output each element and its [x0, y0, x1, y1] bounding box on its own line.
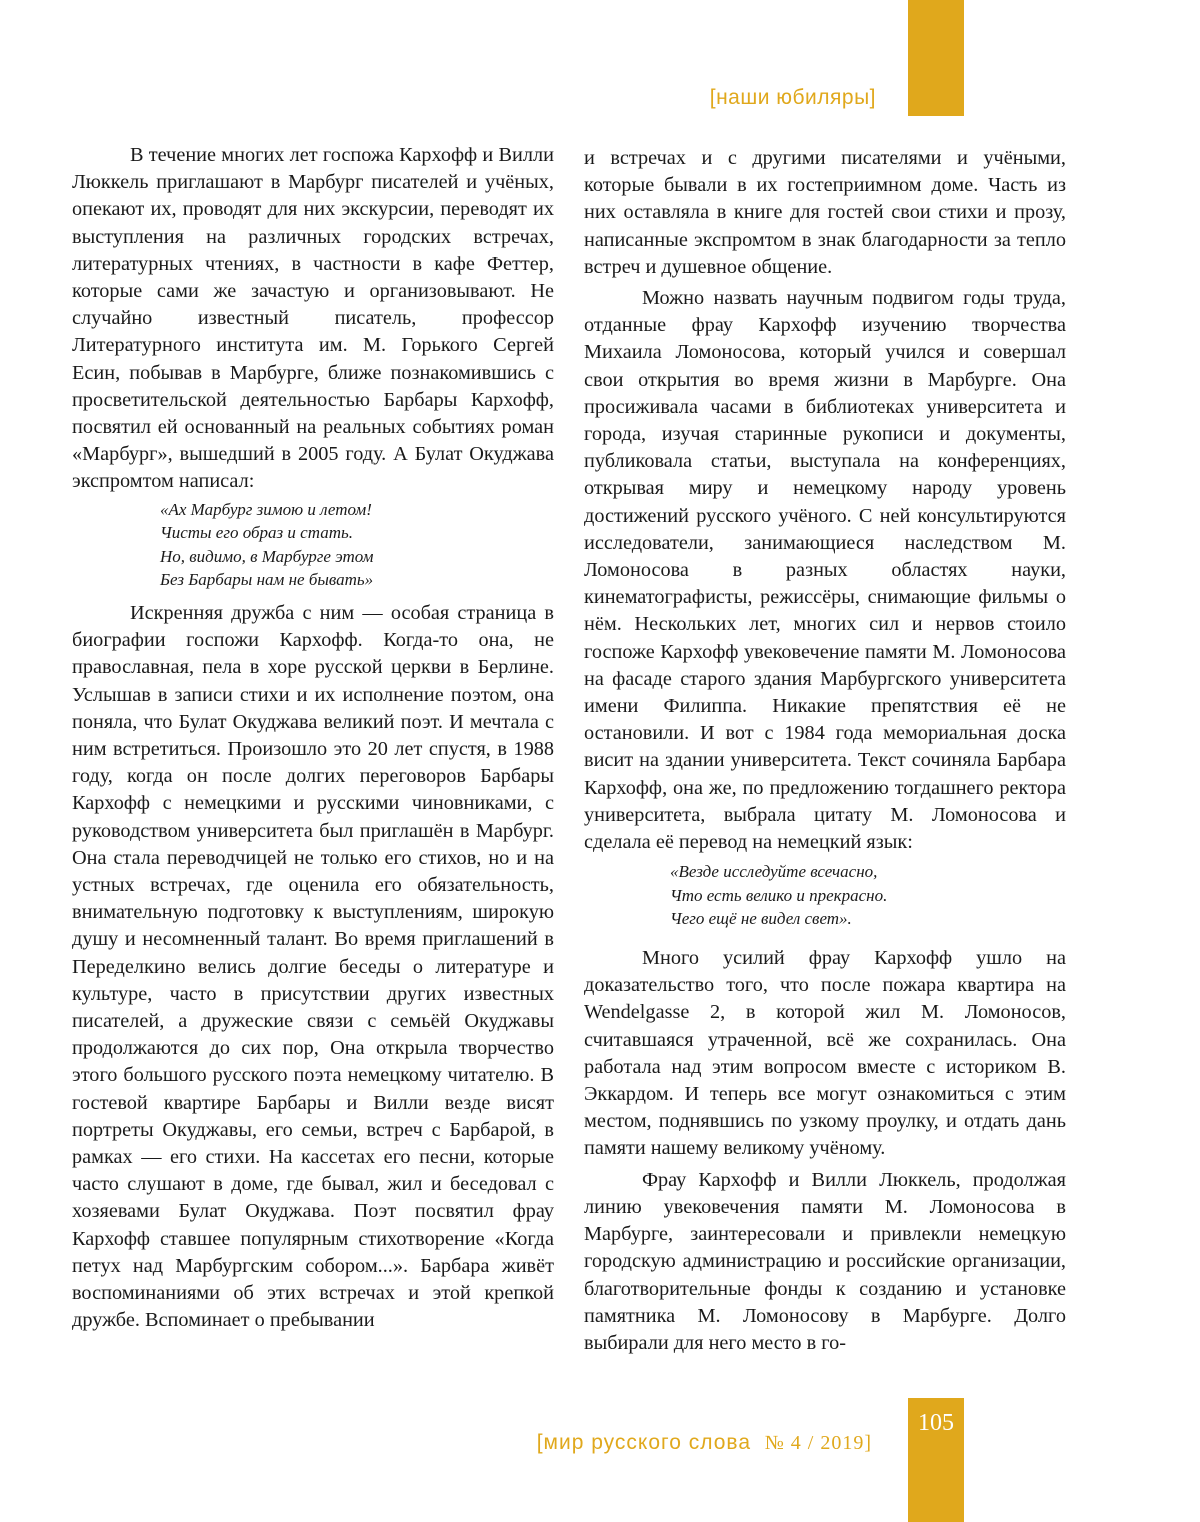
section-heading: [наши юбиляры] [709, 86, 876, 109]
poem-line: «Везде исследуйте всечасно, [670, 862, 878, 882]
paragraph: В течение многих лет госпожа Кархофф и Вилли Люккель приглашают в Марбург писателей и учёных, опекают их, проводят для них экскурсии, переводят их выступления на различных городских встречах, литературных чтениях, в частности в кафе Феттер, которые сами же зачастую и организовывают. Не случайно известный писатель, профессор Литературного института им. М. Горького Сергей Есин, побывав в Марбурге, ближе познакомившись с просветительской деятельностью Барбары Кархофф, посвятил ей основанный на реальных событиях роман «Марбург», вышедший в 2005 году. А Булат Окуджава экспромтом написал: [72, 144, 554, 493]
paragraph: Можно назвать научным подвигом годы труда, отданные фрау Кархофф изучению творчества Михаила Ломоносова, который учился и совершал свои открытия во время жизни в Марбурге. Она просиживала часами в библиотеках университета и города, изучая старинные рукописи и документы, публиковала статьи, выступала на конференциях, открывая миру и немецкому народу уровень достижений русского учёного. С ней консультируются исследователи, занимающиеся наследством М. Ломоносова в разных областях науки, кинематографисты, режиссёры, снимающие фильмы о нём. Нескольких лет, многих сил и нервов стоило госпоже Кархофф увековечение памяти М. Ломоносова на фасаде старого здания Марбургского университета имени Филиппа. Никакие препятствия её не остановили. И вот с 1984 года мемориальная доска висит на здании университета. Текст сочиняла Барбара Кархофф, она же, по предложению тогдашнего ректора университета, выбрала цитату М. Ломоносова и сделала её перевод на немецкий язык: [584, 287, 1066, 854]
poem-line: Чисты его образ и стать. [160, 523, 353, 543]
poem-line: Но, видимо, в Марбурге этом [160, 546, 374, 566]
paragraph: Фрау Кархофф и Вилли Люккель, продолжая линию увековечения памяти М. Ломоносова в Марбурге, заинтересовали и привлекли немецкую городскую администрацию и российские организации, благотворительные фонды к созданию и установке памятника М. Ломоносову в Марбурге. Долго выбирали для него место в го- [584, 1168, 1066, 1354]
poem-lomonosov [670, 860, 1066, 931]
magazine-name: [мир русского слова [536, 1431, 752, 1454]
poem-line: Что есть велико и прекрасно. [670, 885, 888, 905]
footer-magazine-title [537, 1431, 872, 1455]
poem-okudzhava [160, 498, 554, 592]
paragraph: Много усилий фрау Кархофф ушло на доказательство того, что после пожара квартира на Wendelgasse 2, в которой жил М. Ломоносов, считавшаяся утраченной, всё же сохранилась. Она работала над этим вопросом вместе с историком В. Эккардом. И теперь все могут ознакомиться с этим местом, поднявшись по узкому проулку, и отдать дань памяти нашему великому учёному. [584, 947, 1066, 1160]
header-color-tab [908, 0, 964, 116]
issue-number: № 4 / 2019] [764, 1432, 872, 1454]
paragraph: Искренняя дружба с ним — особая страница в биографии госпожи Кархофф. Когда-то она, не православная, пела в хоре русской церкви в Берлине. Услышав в записи стихи и их исполнение поэтом, она поняла, что Булат Окуджава великий поэт. И мечтала с ним встретиться. Произошло это 20 лет спустя, в 1988 году, когда он после долгих переговоров Барбары Кархофф с немецкими и русскими чиновниками, с руководством университета был приглашён в Марбург. Она стала переводчицей не только его стихов, но и на устных встречах, где оценила его обязательность, внимательную подготовку к выступлениям, широкую душу и несомненный талант. Во время приглашений в Переделкино велись долгие беседы о литературе и культуре, часто в присутствии других известных писателей, а дружеские связи с семьёй Окуджавы продолжаются до сих пор, Она открыла творчество этого большого русского поэта немецкому читателю. В гостевой квартире Барбары и Вилли везде висят портреты Окуджавы, его семьи, встреч с Барбарой, в рамках — его стихи. На кассетах его песни, которые часто слушают в доме, где бывал, жил и беседовал с хозяевами Булат Окуджава. Поэт посвятил фрау Кархофф ставшее популярным стихотворение «Когда петух над Марбургским собором...». Барбара живёт воспоминаниями об этих встречах и этой крепкой дружбе. Вспоминает о пребывании [72, 602, 554, 1332]
poem-line: «Ах Марбург зимою и летом! [160, 499, 372, 519]
page-number: 105 [918, 1410, 954, 1436]
paragraph: и встречах и с другими писателями и учёными, которые бывали в их гостеприимном доме. Часть из них оставляла в книге для гостей свои стихи и прозу, написанные экспромтом в знак благодарности за тепло встреч и душевное общение. [584, 147, 1066, 278]
left-column [72, 142, 554, 1335]
poem-line: Без Барбары нам не бывать» [160, 570, 374, 590]
poem-line: Чего ещё не видел свет». [670, 909, 852, 929]
right-column [584, 145, 1066, 1357]
